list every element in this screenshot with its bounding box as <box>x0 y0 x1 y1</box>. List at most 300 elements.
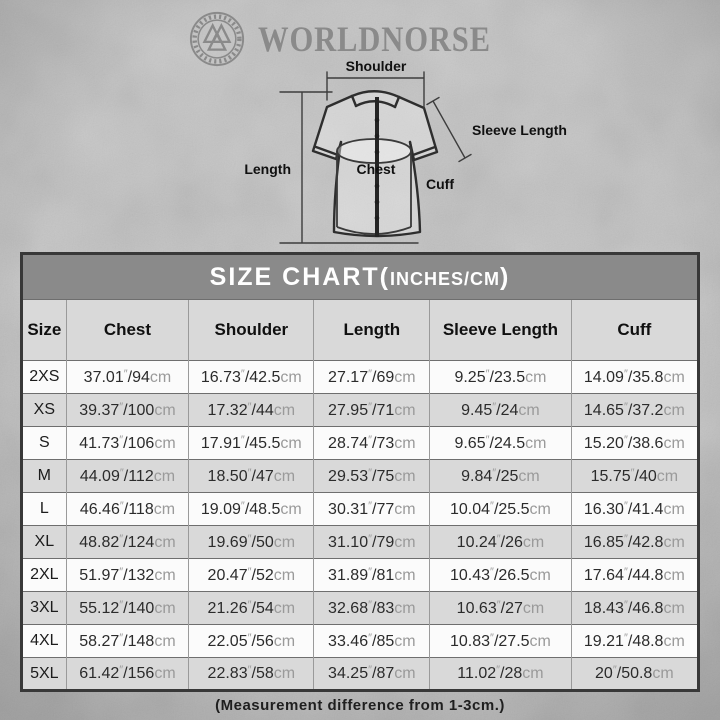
size-chart-title <box>22 254 699 300</box>
measurement-cell <box>66 559 189 592</box>
unit-label: ″ <box>623 598 628 611</box>
measurement-value: / <box>372 632 377 650</box>
size-cell: 2XS <box>22 361 67 394</box>
unit-label: cm <box>663 401 685 419</box>
measurement-value: / <box>627 500 633 518</box>
measurement-value: 24.5 <box>493 434 526 452</box>
unit-label: ″ <box>368 466 372 479</box>
measurement-cell <box>66 427 189 460</box>
unit-label: ″ <box>368 367 372 380</box>
measurement-value: / <box>496 467 501 485</box>
measurement-cell <box>571 592 698 625</box>
column-header-row <box>22 300 699 361</box>
measurement-value: 46.8 <box>632 599 664 617</box>
unit-label: ″ <box>247 532 252 545</box>
measurement-value: 17.91 <box>200 434 241 452</box>
unit-label: ″ <box>119 400 124 413</box>
measurement-value: 47 <box>255 467 274 485</box>
measurement-value: 75 <box>376 467 395 485</box>
unit-label: ″ <box>368 631 372 644</box>
measurement-cell <box>189 526 314 559</box>
measurement-value: 17.32 <box>207 401 248 419</box>
size-cell: 3XL <box>22 592 67 625</box>
measurement-value: 48.5 <box>249 500 281 518</box>
measurement-cell <box>430 592 571 625</box>
unit-label: ″ <box>485 367 490 380</box>
measurement-value: / <box>500 533 506 551</box>
size-cell: M <box>22 460 67 493</box>
size-cell: XL <box>22 526 67 559</box>
measurement-value: 31.89 <box>328 566 369 584</box>
unit-label: ″ <box>630 466 635 479</box>
title-prefix: SIZE CHART( <box>209 262 390 291</box>
unit-label: cm <box>394 566 416 584</box>
unit-label: ″ <box>496 664 501 676</box>
measurement-value: 69 <box>376 368 395 386</box>
measurement-value: 25 <box>500 467 519 485</box>
measurement-value: / <box>244 434 250 452</box>
measurement-value: 106 <box>127 434 155 452</box>
measurement-value: 25.5 <box>498 500 530 518</box>
unit-label: cm <box>529 500 551 518</box>
measurement-value: 29.53 <box>328 467 369 485</box>
measurement-value: 118 <box>128 500 154 518</box>
unit-label: cm <box>280 368 302 386</box>
measurement-value: 140 <box>127 599 155 617</box>
unit-label: cm <box>394 599 416 617</box>
measurement-value: / <box>372 401 377 419</box>
measurement-value: / <box>489 368 494 386</box>
measurement-value: / <box>251 599 256 617</box>
measurement-value: 46.46 <box>79 500 120 518</box>
measurement-value: 81 <box>376 566 395 584</box>
unit-label: cm <box>663 500 685 518</box>
measurement-cell <box>314 526 430 559</box>
unit-label: ″ <box>492 400 497 413</box>
unit-label: cm <box>273 566 296 584</box>
unit-label: cm <box>154 401 176 419</box>
measurement-value: 19.21 <box>583 632 624 650</box>
measurement-value: 44.8 <box>632 566 664 584</box>
unit-label: cm <box>273 599 296 617</box>
measurement-value: / <box>123 632 128 650</box>
measurement-value: / <box>627 599 633 617</box>
unit-label: ″ <box>123 367 128 380</box>
measurement-value: / <box>616 665 622 682</box>
measurement-cell <box>430 460 571 493</box>
unit-label: cm <box>154 599 176 617</box>
measurement-value: 51.97 <box>79 566 120 584</box>
brand-header <box>0 10 720 68</box>
title-units: INCHES/CM <box>389 268 500 289</box>
unit-label: ″ <box>490 499 494 512</box>
measurement-value: / <box>627 434 633 452</box>
unit-label: cm <box>663 434 685 452</box>
unit-label: ″ <box>119 631 124 644</box>
unit-label: ″ <box>612 664 617 676</box>
unit-label: cm <box>525 368 547 386</box>
measurement-value: 22.05 <box>207 632 248 650</box>
unit-label: ″ <box>119 598 124 611</box>
measurement-value: 15.20 <box>583 434 624 452</box>
measurement-value: / <box>627 533 633 551</box>
unit-label: cm <box>273 632 296 650</box>
measurement-cell <box>571 658 698 691</box>
unit-label: ″ <box>496 598 501 611</box>
valknut-logo-icon <box>188 10 246 68</box>
sleeve-length-label: Sleeve Length <box>472 122 567 138</box>
measurement-footnote: (Measurement difference from 1-3cm.) <box>215 697 505 714</box>
unit-label: cm <box>529 632 551 650</box>
unit-label: cm <box>154 434 176 452</box>
measurement-value: 73 <box>376 434 395 452</box>
measurement-value: 27.17 <box>328 368 369 386</box>
measurement-value: 20 <box>595 665 613 682</box>
measurement-value: 23.5 <box>493 368 526 386</box>
measurement-value: 35.8 <box>632 368 664 386</box>
measurement-value: / <box>493 632 499 650</box>
measurement-value: 50 <box>255 533 274 551</box>
unit-label: cm <box>656 467 679 485</box>
measurement-value: / <box>493 500 499 518</box>
measurement-value: 26.5 <box>498 566 530 584</box>
column-header-shoulder: Shoulder <box>189 300 314 361</box>
measurement-value: / <box>244 500 250 518</box>
unit-label: ″ <box>368 664 372 676</box>
measurement-value: / <box>634 467 639 485</box>
measurement-cell <box>189 592 314 625</box>
unit-label: ″ <box>623 532 628 545</box>
unit-label: cm <box>394 368 416 386</box>
measurement-value: 38.6 <box>632 434 664 452</box>
unit-label: cm <box>394 467 416 485</box>
measurement-value: 31.10 <box>328 533 369 551</box>
unit-label: cm <box>153 500 176 518</box>
measurement-value: 27 <box>505 599 523 617</box>
measurement-value: / <box>372 533 377 551</box>
measurement-value: 19.09 <box>200 500 241 518</box>
measurement-value: 9.25 <box>454 368 486 386</box>
size-chart-table <box>20 252 700 692</box>
measurement-value: / <box>372 566 377 584</box>
measurement-cell <box>189 394 314 427</box>
measurement-value: / <box>123 599 128 617</box>
measurement-cell <box>189 493 314 526</box>
chest-label: Chest <box>356 161 396 177</box>
measurement-cell <box>571 559 698 592</box>
measurement-value: 37.2 <box>632 401 664 419</box>
measurement-value: 22.83 <box>207 665 248 682</box>
measurement-value: / <box>372 665 377 682</box>
unit-label: cm <box>394 665 416 682</box>
unit-label: ″ <box>247 565 252 578</box>
measurement-value: 10.43 <box>450 566 491 584</box>
size-cell: 2XL <box>22 559 67 592</box>
unit-label: ″ <box>368 532 372 545</box>
measurement-cell <box>66 592 189 625</box>
measurement-value: 48.8 <box>632 632 664 650</box>
unit-label: cm <box>518 467 540 485</box>
unit-label: cm <box>280 500 302 518</box>
unit-label: ″ <box>623 565 628 578</box>
cuff-label: Cuff <box>426 176 454 192</box>
unit-label: cm <box>273 665 296 682</box>
column-header-sleeve-length: Sleeve Length <box>430 300 571 361</box>
unit-label: cm <box>522 665 544 682</box>
unit-label: cm <box>522 599 545 617</box>
unit-label: cm <box>394 500 416 518</box>
shoulder-label: Shoulder <box>345 58 407 74</box>
measurement-cell <box>571 493 698 526</box>
measurement-value: 39.37 <box>79 401 120 419</box>
measurement-value: 42.8 <box>632 533 664 551</box>
measurement-value: / <box>123 434 128 452</box>
column-header-cuff: Cuff <box>571 300 698 361</box>
measurement-value: / <box>251 632 256 650</box>
measurement-value: / <box>123 500 129 518</box>
unit-label: cm <box>663 566 685 584</box>
size-cell: L <box>22 493 67 526</box>
measurement-value: / <box>372 599 377 617</box>
unit-label: ″ <box>240 433 245 446</box>
measurement-value: 20.47 <box>207 566 248 584</box>
unit-label: cm <box>154 533 176 551</box>
measurement-value: 9.45 <box>461 401 493 419</box>
size-table-body <box>22 361 699 691</box>
measurement-cell <box>571 394 698 427</box>
unit-label: cm <box>663 599 685 617</box>
measurement-value: / <box>489 434 494 452</box>
measurement-value: / <box>123 467 129 485</box>
unit-label: cm <box>394 434 416 452</box>
unit-label: cm <box>154 566 176 584</box>
measurement-cell <box>430 394 571 427</box>
measurement-value: 14.09 <box>583 368 624 386</box>
measurement-value: 11.02 <box>457 665 497 682</box>
unit-label: ″ <box>119 499 124 512</box>
measurement-cell <box>314 625 430 658</box>
unit-label: ″ <box>485 433 490 446</box>
unit-label: ″ <box>247 400 252 413</box>
measurement-value: 10.04 <box>450 500 491 518</box>
unit-label: ″ <box>496 532 501 545</box>
measurement-value: 42.5 <box>249 368 281 386</box>
unit-label: ″ <box>240 367 245 380</box>
unit-label: cm <box>663 632 685 650</box>
measurement-value: 27.5 <box>498 632 530 650</box>
measurement-value: / <box>500 665 505 682</box>
measurement-cell <box>430 559 571 592</box>
measurement-cell <box>430 526 571 559</box>
measurement-cell <box>66 625 189 658</box>
measurement-value: 79 <box>376 533 395 551</box>
measurement-value: 48.82 <box>79 533 120 551</box>
unit-label: ″ <box>368 400 372 413</box>
column-header-chest: Chest <box>66 300 189 361</box>
measurement-cell <box>571 361 698 394</box>
measurement-value: 24 <box>500 401 519 419</box>
unit-label: ″ <box>119 565 124 578</box>
unit-label: cm <box>518 401 540 419</box>
unit-label: ″ <box>623 367 628 380</box>
measurement-value: 83 <box>376 599 395 617</box>
unit-label: cm <box>273 401 296 419</box>
size-cell: S <box>22 427 67 460</box>
table-row <box>22 625 699 658</box>
measurement-cell <box>314 427 430 460</box>
unit-label: ″ <box>119 466 124 479</box>
measurement-cell <box>314 658 430 691</box>
measurement-value: 18.43 <box>583 599 624 617</box>
unit-label: ″ <box>490 631 494 644</box>
unit-label: cm <box>522 533 545 551</box>
measurement-value: 87 <box>376 665 395 682</box>
unit-label: cm <box>273 533 296 551</box>
table-row <box>22 427 699 460</box>
unit-label: ″ <box>119 532 124 545</box>
measurement-cell <box>189 658 314 691</box>
measurement-value: 85 <box>376 632 395 650</box>
unit-label: ″ <box>247 664 252 676</box>
unit-label: ″ <box>623 400 628 413</box>
measurement-value: 34.25 <box>328 665 369 682</box>
measurement-cell <box>314 460 430 493</box>
unit-label: ″ <box>492 466 497 479</box>
measurement-value: / <box>251 533 256 551</box>
measurement-value: 10.24 <box>456 533 497 551</box>
measurement-value: 45.5 <box>249 434 281 452</box>
measurement-value: 58 <box>255 665 274 682</box>
measurement-value: / <box>244 368 250 386</box>
measurement-value: / <box>372 500 377 518</box>
table-row <box>22 460 699 493</box>
measurement-value: 16.73 <box>200 368 241 386</box>
size-cell: 5XL <box>22 658 67 691</box>
measurement-value: 44.09 <box>79 467 120 485</box>
measurement-value: 15.75 <box>590 467 631 485</box>
measurement-value: / <box>372 434 377 452</box>
measurement-value: 52 <box>255 566 274 584</box>
measurement-value: / <box>251 467 256 485</box>
measurement-cell <box>66 460 189 493</box>
measurement-cell <box>314 394 430 427</box>
table-row <box>22 361 699 394</box>
measurement-value: 148 <box>127 632 155 650</box>
measurement-value: / <box>251 401 256 419</box>
size-cell: 4XL <box>22 625 67 658</box>
unit-label: ″ <box>368 565 372 578</box>
measurement-value: 9.84 <box>461 467 493 485</box>
measurement-value: / <box>123 533 128 551</box>
unit-label: ″ <box>247 598 252 611</box>
measurement-value: 44 <box>255 401 274 419</box>
measurement-value: 55.12 <box>79 599 120 617</box>
measurement-value: 124 <box>127 533 155 551</box>
measurement-cell <box>314 493 430 526</box>
measurement-cell <box>430 493 571 526</box>
unit-label: ″ <box>368 433 372 446</box>
measurement-value: 41.73 <box>79 434 120 452</box>
unit-label: cm <box>153 467 176 485</box>
measurement-value: 10.63 <box>456 599 497 617</box>
measurement-value: 16.85 <box>583 533 624 551</box>
measurement-value: / <box>251 665 256 682</box>
measurement-value: / <box>496 401 501 419</box>
table-row <box>22 559 699 592</box>
measurement-value: 30.31 <box>328 500 369 518</box>
measurement-cell <box>430 427 571 460</box>
measurement-cell <box>66 493 189 526</box>
measurement-value: 33.46 <box>328 632 369 650</box>
table-row <box>22 493 699 526</box>
measurement-value: 9.65 <box>454 434 486 452</box>
unit-label: cm <box>663 368 685 386</box>
size-cell: XS <box>22 394 67 427</box>
measurement-cell <box>571 625 698 658</box>
measurement-cell <box>314 361 430 394</box>
measurement-value: 94 <box>132 368 150 386</box>
measurement-value: 27.95 <box>328 401 369 419</box>
measurement-cell <box>571 460 698 493</box>
measurement-cell <box>571 526 698 559</box>
table-row <box>22 592 699 625</box>
unit-label: ″ <box>368 598 372 611</box>
measurement-value: 50.8 <box>621 665 653 682</box>
measurement-value: 16.30 <box>583 500 624 518</box>
unit-label: cm <box>663 533 685 551</box>
measurement-value: / <box>372 467 377 485</box>
measurement-value: / <box>627 632 633 650</box>
measurement-value: 40 <box>638 467 657 485</box>
measurement-value: / <box>372 368 377 386</box>
measurement-value: 112 <box>128 467 154 485</box>
measurement-cell <box>430 658 571 691</box>
unit-label: cm <box>652 665 674 682</box>
unit-label: cm <box>154 632 176 650</box>
unit-label: cm <box>525 434 547 452</box>
measurement-value: 56 <box>255 632 274 650</box>
unit-label: ″ <box>490 565 494 578</box>
unit-label: cm <box>529 566 551 584</box>
measurement-value: 132 <box>127 566 155 584</box>
measurement-value: / <box>500 599 506 617</box>
measurement-value: / <box>627 566 633 584</box>
measurement-cell <box>189 427 314 460</box>
measurement-value: / <box>123 401 128 419</box>
measurement-cell <box>189 361 314 394</box>
measurement-cell <box>66 394 189 427</box>
measurement-value: / <box>127 368 133 386</box>
measurement-value: 156 <box>127 665 155 682</box>
table-row <box>22 394 699 427</box>
unit-label: ″ <box>623 433 628 446</box>
measurement-value: 71 <box>376 401 395 419</box>
measurement-value: 26 <box>505 533 523 551</box>
size-chart-title-row <box>22 254 699 300</box>
measurement-cell <box>430 625 571 658</box>
measurement-value: 41.4 <box>632 500 664 518</box>
measurement-cell <box>66 658 189 691</box>
measurement-value: 10.83 <box>450 632 491 650</box>
unit-label: ″ <box>368 499 372 512</box>
measurement-value: 18.50 <box>207 467 248 485</box>
unit-label: cm <box>394 533 416 551</box>
measurement-value: 100 <box>127 401 155 419</box>
unit-label: ″ <box>247 466 252 479</box>
measurement-value: 21.26 <box>207 599 248 617</box>
measurement-value: 17.64 <box>583 566 624 584</box>
measurement-value: 32.68 <box>328 599 369 617</box>
